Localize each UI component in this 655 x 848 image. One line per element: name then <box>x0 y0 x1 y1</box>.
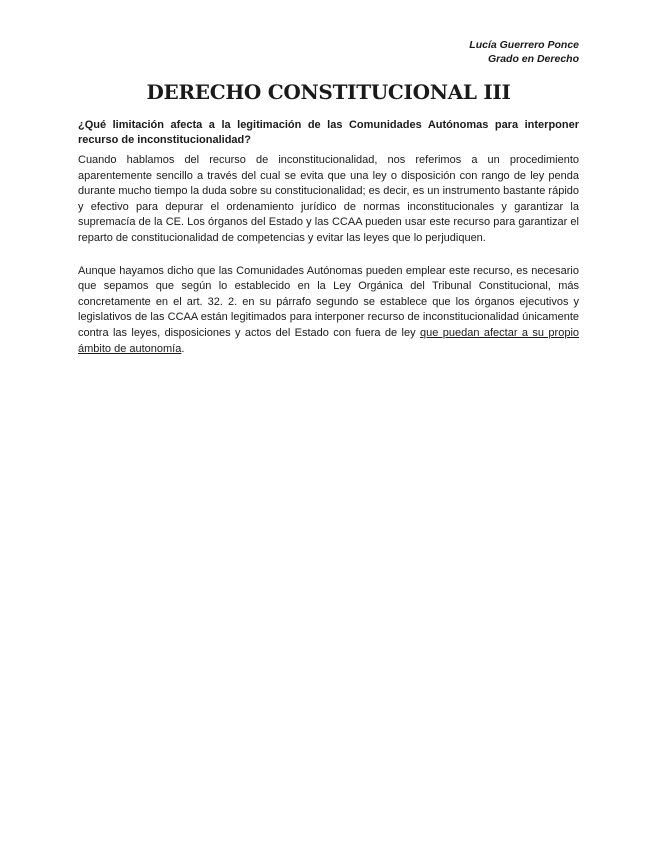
paragraph-2-text: Aunque hayamos dicho que las Comunidades Autónomas pueden emplear este recurso, es necesario que sepamos que según lo establecido en la Ley Orgánica del Tribunal Constitucional, más concretamente en el art. 32. 2. en su párrafo segundo se establece que los órganos ejecutivos y legislativos de las CCAA están legitimados para interponer recurso de inconstitucionalidad únicamente contra las leyes, disposiciones y actos del Estado con fuera de ley <box>78 264 579 339</box>
document-title: DERECHO CONSTITUCIONAL III <box>146 80 511 104</box>
paragraph-2-underlined-text: que puedan afectar a su propio ámbito de autonomía <box>78 326 580 355</box>
paragraph-2-end: . <box>181 342 185 355</box>
question-heading: ¿Qué limitación afecta a la legitimación de las Comunidades Autónomas para interponer recurso de inconstitucionalidad? <box>78 119 579 146</box>
degree-name: Grado en Derecho <box>487 53 579 65</box>
paragraph-2 <box>78 264 579 358</box>
paragraph-1: Cuando hablamos del recurso de inconstitucionalidad, nos referimos a un procedimiento aparentemente sencillo a través del cual se evita que una ley o disposición con rango de ley penda durante mucho tiempo la duda sobre su constitucionalidad; es decir, es un instrumento bastante rápido y efectivo para depurar el ordenamiento jurídico de normas inconstitucionales y garantizar la supremacía de la CE. Los órganos del Estado y las CCAA pueden usar este recurso para garantizar el reparto de constitucionalidad de competencias y evitar las leyes que lo perjudiquen. <box>78 154 579 244</box>
author-name: Lucía Guerrero Ponce <box>469 39 579 51</box>
header-meta <box>78 38 579 66</box>
